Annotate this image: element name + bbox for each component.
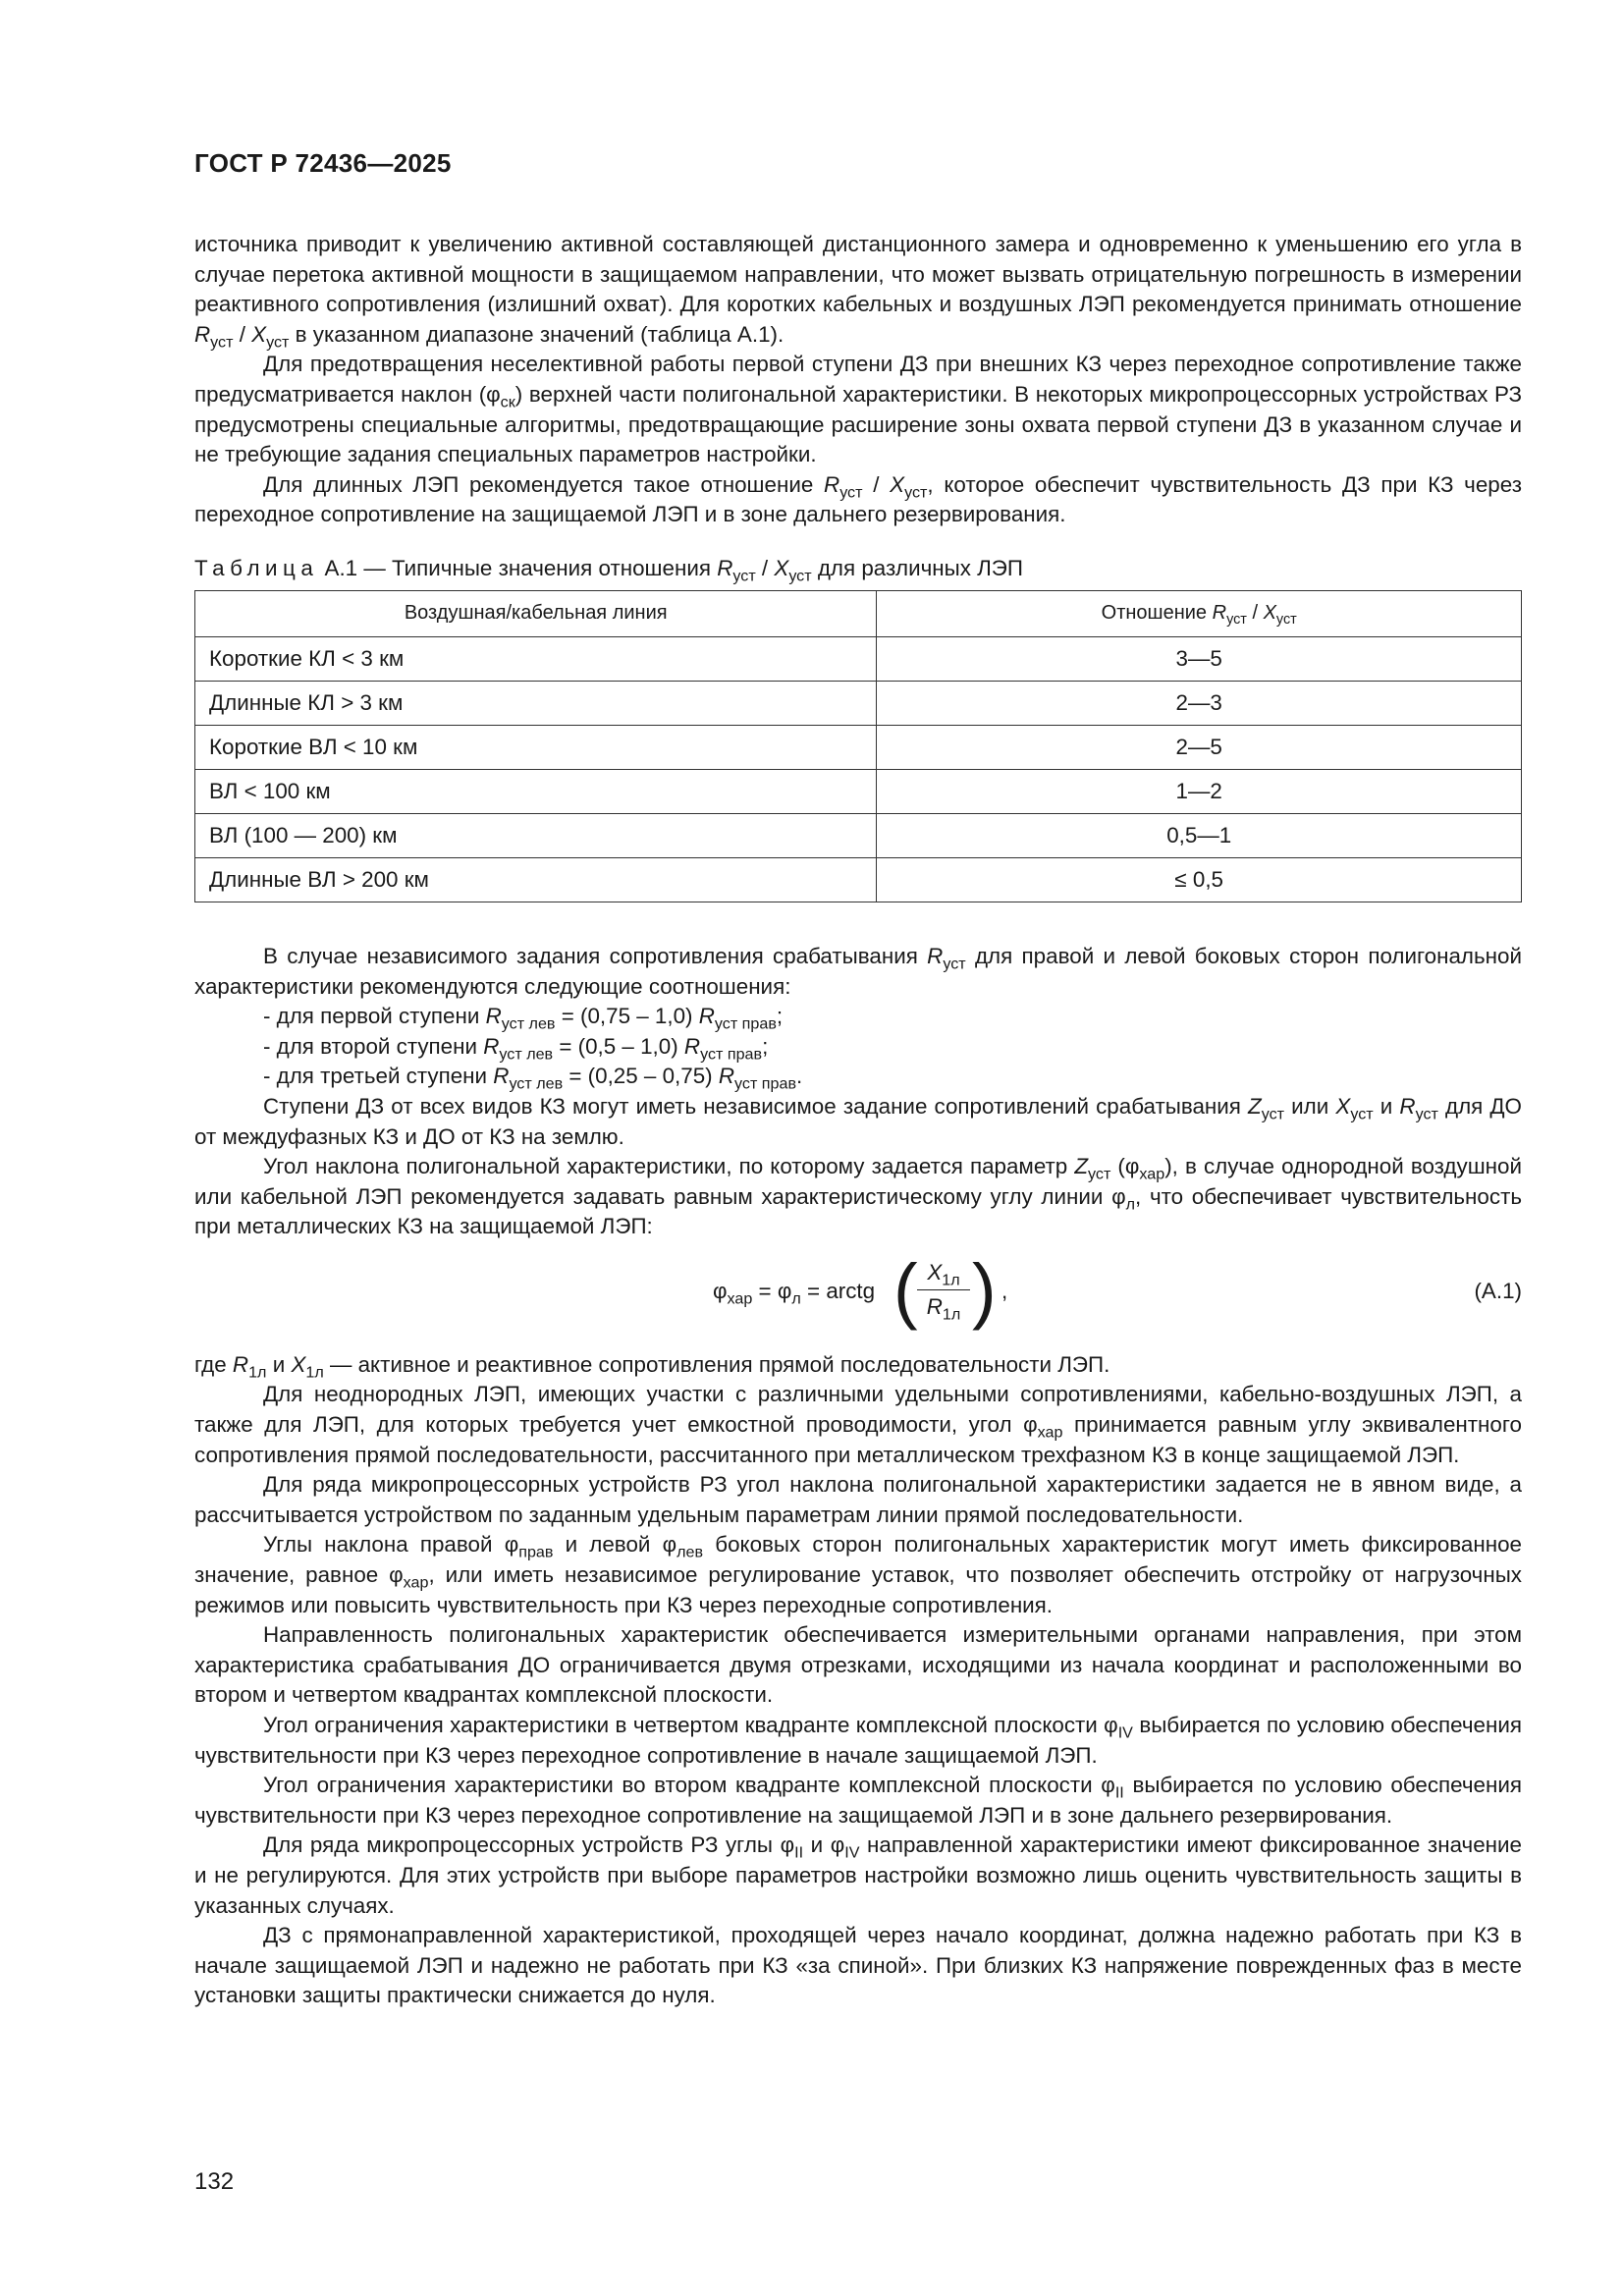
document-header: ГОСТ Р 72436—2025 — [194, 148, 452, 178]
paragraph-direction: Направленность полигональных характеристик обеспечивается измерительными органами направления, при этом характеристика срабатывания ДО ограничивается двумя отрезками, исходящими из начала координат и расположенными во втором и четвертом квадрантах комплексной плоскости. — [194, 1622, 1522, 1708]
paragraph-where: где $R_{1л}$ и $X_{1л}$ — активное и реактивное сопротивления прямой последовательности ЛЭП. — [194, 1351, 1110, 1382]
table-cell-ratio: 1—2 — [877, 769, 1522, 813]
table-cell-line: ВЛ < 100 км — [195, 769, 877, 813]
list-item: - для первой ступени $R_{уст лев} = (0,75 - 1,0)$ $R_{уст прав}$; — [263, 1004, 784, 1033]
table-header-ratio: Отношение $R_{уст} / X_{уст}$ — [877, 590, 1522, 636]
table-caption: Таблица А.1 — Типичные значения отношения $R_{уст} / X_{уст}$ для различных ЛЭП — [194, 555, 1023, 585]
paragraph-slope: Для предотвращения неселективной работы первой ступени ДЗ при внешних КЗ через переходное сопротивление также предусматривается наклон $(\varphi_{ск})$ верхней части полигональной характеристики. В некоторых микропроцессорных устройствах РЗ предусмотрены специальные алгоритмы, предотвращающие расширение зоны охвата первой ступени ДЗ в указанном случае и не требующие задания специальных параметров настройки. — [194, 352, 1522, 467]
table-row — [195, 725, 1522, 769]
formula-a1 — [194, 1248, 1522, 1344]
paragraph-sides: Углы наклона правой $\varphi_{прав}$ и левой $\varphi_{лев}$ боковых сторон полигональных характеристик могут иметь фиксированное значение, равное $\varphi_{хар}$, или иметь независимое регулирование уставок, что позволяет обеспечить отстройку от нагрузочных режимов или повысить чувствительность при КЗ через переходные сопротивления. — [194, 1532, 1522, 1617]
document-page — [194, 147, 1522, 2011]
table-cell-line: Короткие ВЛ < 10 км — [195, 725, 877, 769]
table-row — [195, 813, 1522, 857]
table-row — [195, 769, 1522, 813]
list-item: - для второй ступени $R_{уст лев} = (0,5 - 1,0)$ $R_{уст прав}$; — [263, 1033, 769, 1064]
paragraph-last: ДЗ с прямонаправленной характеристикой, проходящей через начало координат, должна надежно работать при КЗ в начале защищаемой ЛЭП и надежно не работать при КЗ «за спиной». При близких КЗ напряжение поврежденных фаз в месте установки защиты практически снижается до нуля. — [194, 1923, 1522, 2008]
table-row — [195, 681, 1522, 725]
formula-lhs: $\varphi_{хар} = \varphi_л$ = arctg — [713, 1278, 876, 1308]
table-cell-line: ВЛ (100 — 200) км — [195, 813, 877, 857]
formula-paren-left: ( — [893, 1248, 918, 1331]
list-item: - для третьей ступени $R_{уст лев} = (0,25 - 0,75)$ $R_{уст прав}$. — [263, 1064, 803, 1093]
table-cell-ratio: 3—5 — [877, 636, 1522, 681]
table-cell-ratio: ≤ 0,5 — [877, 857, 1522, 902]
table-row — [195, 857, 1522, 902]
table-header-row — [195, 590, 1522, 636]
table-row — [195, 636, 1522, 681]
formula-number: (А.1) — [1474, 1278, 1522, 1303]
paragraph-stages: Ступени ДЗ от всех видов КЗ могут иметь независимое задание сопротивлений срабатывания $Z_{уст}$ или $X_{уст}$ и $R_{уст}$ для ДО от междуфазных КЗ и ДО от КЗ на землю. — [194, 1093, 1522, 1149]
paragraph-fixed-angles: Для ряда микропроцессорных устройств РЗ углы $\varphi_{II}$ и $\varphi_{IV}$ направленной характеристики имеют фиксированное значение и не регулируются. Для этих устройств при выборе параметров настройки возможно лишь оценить чувствительность защиты в указанных случаях. — [194, 1832, 1522, 1918]
table-cell-ratio: 2—3 — [877, 681, 1522, 725]
table-cell-line: Длинные ВЛ > 200 км — [195, 857, 877, 902]
table-cell-ratio: 0,5—1 — [877, 813, 1522, 857]
formula-comma: , — [1001, 1278, 1008, 1303]
paragraph-nonhomogeneous: Для неоднородных ЛЭП, имеющих участки с различными удельными сопротивлениями, кабельно-воздушных ЛЭП, а также для ЛЭП, для которых требуется учет емкостной проводимости, угол $\varphi_{хар}$ принимается равным углу эквивалентного сопротивления прямой последовательности, рассчитанного при металлическом трехфазном КЗ в конце защищаемой ЛЭП. — [194, 1382, 1522, 1467]
paragraph-angle: Угол наклона полигональной характеристики, по которому задается параметр $Z_{уст}$ $(\varphi_{хар})$, в случае однородной воздушной или кабельной ЛЭП рекомендуется задавать равным характеристическому углу линии $\varphi_л$, что обеспечивает чувствительность при металлических КЗ на защищаемой ЛЭП: — [194, 1154, 1522, 1239]
formula-paren-right: ) — [972, 1248, 997, 1331]
paragraph-quadrant-4: Угол ограничения характеристики в четвертом квадранте комплексной плоскости $\varphi_{IV}$ выбирается по условию обеспечения чувствительности при КЗ через переходное сопротивление в начале защищаемой ЛЭП. — [194, 1713, 1522, 1768]
paragraph-independent: В случае независимого задания сопротивления срабатывания $R_{уст}$ для правой и левой боковых сторон полигональной характеристики рекомендуются следующие соотношения: — [194, 943, 1522, 999]
paragraph-long-lines: Для длинных ЛЭП рекомендуется такое отношение $R_{уст} / X_{уст}$, которое обеспечит чувствительность ДЗ при КЗ через переходное сопротивление на защищаемой ЛЭП и в зоне дальнего резервирования. — [194, 471, 1522, 527]
table-cell-line: Короткие КЛ < 3 км — [195, 636, 877, 681]
paragraph-micro-1: Для ряда микропроцессорных устройств РЗ угол наклона полигональной характеристики задается не в явном виде, а рассчитывается устройством по заданным удельным параметрам линии прямой последовательности. — [194, 1472, 1522, 1527]
ratio-table — [194, 590, 1522, 902]
table-cell-ratio: 2—5 — [877, 725, 1522, 769]
paragraph-quadrant-2: Угол ограничения характеристики во втором квадранте комплексной плоскости $\varphi_{II}$ выбирается по условию обеспечения чувствительности при КЗ через переходное сопротивление на защищаемой ЛЭП и в зоне дальнего резервирования. — [194, 1773, 1522, 1828]
page-number: 132 — [194, 2168, 235, 2195]
paragraph-continuation: источника приводит к увеличению активной составляющей дистанционного замера и одновременно к уменьшению его угла в случае перетока активной мощности в защищаемом направлении, что может вызвать отрицательную погрешность в измерении реактивного сопротивления (излишний охват). Для коротких кабельных и воздушных ЛЭП рекомендуется принимать отношение $R_{уст} / X_{уст}$ в указанном диапазоне значений (таблица А.1). — [194, 232, 1522, 352]
table-header-line: Воздушная/кабельная линия — [195, 590, 877, 636]
table-cell-line: Длинные КЛ > 3 км — [195, 681, 877, 725]
formula-fraction: $X_{1л}$ $R_{1л}$ — [917, 1258, 970, 1324]
